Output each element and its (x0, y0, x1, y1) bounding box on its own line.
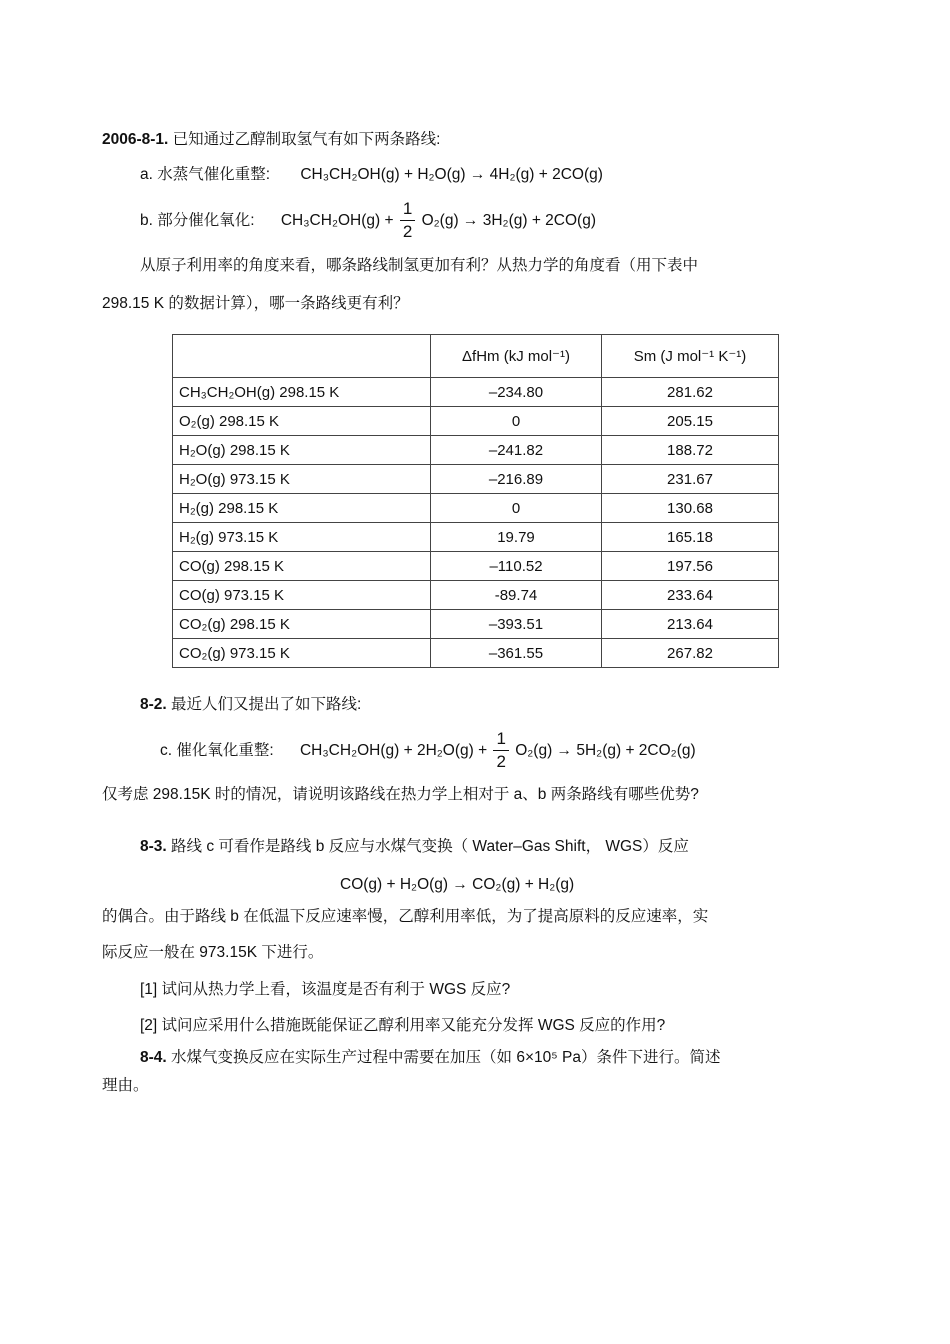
q2-question: 仅考虑 298.15K 时的情况，请说明该路线在热力学上相对于 a、b 两条路线有哪些优势? (102, 786, 699, 803)
route-b-fraction (400, 199, 415, 242)
route-a (140, 165, 603, 185)
entropy-cell: 188.72 (602, 436, 779, 465)
q3-text-line1: 的偶合。由于路线 b 在低温下反应速率慢，乙醇利用率低，为了提高原料的反应速率，实 (102, 908, 709, 925)
q4-text-line2: 理由。 (102, 1077, 149, 1094)
route-b-label: b. 部分催化氧化: (140, 212, 255, 229)
table-row (173, 436, 779, 465)
substance-cell: CO₂(g) 298.15 K (173, 610, 431, 639)
route-a-equation: CH₃CH₂OH(g) + H₂O(g) → 4H₂(g) + 2CO(g) (300, 166, 603, 183)
q3-number: 8-3. (140, 838, 167, 855)
entropy-cell: 267.82 (602, 639, 779, 668)
entropy-cell: 213.64 (602, 610, 779, 639)
entropy-cell: 231.67 (602, 465, 779, 494)
q4-heading (140, 1048, 720, 1068)
enthalpy-cell: –216.89 (431, 465, 602, 494)
q4-number: 8-4. (140, 1049, 167, 1066)
entropy-cell: 205.15 (602, 407, 779, 436)
fraction-numerator: 1 (402, 199, 413, 219)
enthalpy-cell: –361.55 (431, 639, 602, 668)
enthalpy-cell: 19.79 (431, 523, 602, 552)
table-row (173, 407, 779, 436)
substance-cell: O₂(g) 298.15 K (173, 407, 431, 436)
route-c (160, 728, 696, 774)
header-entropy: Sm (J mol⁻¹ K⁻¹) (602, 335, 779, 378)
route-b-equation-right: O₂(g) → 3H₂(g) + 2CO(g) (421, 212, 596, 229)
q1-heading (102, 130, 440, 150)
route-c-fraction (493, 729, 508, 772)
entropy-cell: 197.56 (602, 552, 779, 581)
q3-subquestion-2: [2] 试问应采用什么措施既能保证乙醇利用率又能充分发挥 WGS 反应的作用? (140, 1017, 666, 1034)
route-c-equation-left: CH₃CH₂OH(g) + 2H₂O(g) + (299, 742, 488, 759)
table-header-row (173, 335, 779, 378)
wgs-equation: CO(g) + H₂O(g) → CO₂(g) + H₂(g) (340, 876, 575, 893)
q3-heading (140, 837, 689, 857)
q2-intro: 最近人们又提出了如下路线: (171, 696, 362, 713)
route-a-label: a. 水蒸气催化重整: (140, 166, 271, 183)
q3-text-line2: 际反应一般在 973.15K 下进行。 (102, 944, 324, 961)
substance-cell: H₂(g) 973.15 K (173, 523, 431, 552)
substance-cell: H₂O(g) 973.15 K (173, 465, 431, 494)
table-row (173, 494, 779, 523)
table-row (173, 378, 779, 407)
q4-text-line1: 水煤气变换反应在实际生产过程中需要在加压（如 6×10⁵ Pa）条件下进行。简述 (171, 1049, 721, 1066)
q1-question-line1: 从原子利用率的角度来看，哪条路线制氢更加有利？从热力学的角度看（用下表中 (140, 257, 699, 274)
substance-cell: CO(g) 973.15 K (173, 581, 431, 610)
route-b (140, 198, 596, 244)
q2-heading (140, 695, 361, 715)
entropy-cell: 281.62 (602, 378, 779, 407)
header-enthalpy: ΔfHm (kJ mol⁻¹) (431, 335, 602, 378)
route-b-equation-left: CH₃CH₂OH(g) + (280, 212, 394, 229)
enthalpy-cell: 0 (431, 407, 602, 436)
enthalpy-cell: –110.52 (431, 552, 602, 581)
substance-cell: CO(g) 298.15 K (173, 552, 431, 581)
entropy-cell: 130.68 (602, 494, 779, 523)
header-substance (173, 335, 431, 378)
fraction-numerator: 1 (496, 729, 506, 749)
route-c-label: c. 催化氧化重整: (160, 742, 274, 759)
table-row (173, 639, 779, 668)
enthalpy-cell: -89.74 (431, 581, 602, 610)
fraction-denominator: 2 (493, 750, 508, 772)
enthalpy-cell: –393.51 (431, 610, 602, 639)
table-row (173, 610, 779, 639)
substance-cell: H₂(g) 298.15 K (173, 494, 431, 523)
table-row (173, 581, 779, 610)
substance-cell: H₂O(g) 298.15 K (173, 436, 431, 465)
enthalpy-cell: 0 (431, 494, 602, 523)
enthalpy-cell: –234.80 (431, 378, 602, 407)
table-row (173, 465, 779, 494)
q1-question-line2: 298.15 K 的数据计算），哪一条路线更有利？ (102, 295, 409, 312)
fraction-denominator: 2 (400, 220, 415, 242)
q2-number: 8-2. (140, 696, 167, 713)
substance-cell: CO₂(g) 973.15 K (173, 639, 431, 668)
q1-intro: 已知通过乙醇制取氢气有如下两条路线: (172, 131, 441, 148)
entropy-cell: 165.18 (602, 523, 779, 552)
table-row (173, 552, 779, 581)
substance-cell: CH₃CH₂OH(g) 298.15 K (173, 378, 431, 407)
thermo-data-table (172, 334, 779, 668)
enthalpy-cell: –241.82 (431, 436, 602, 465)
entropy-cell: 233.64 (602, 581, 779, 610)
q1-number: 2006-8-1. (102, 131, 169, 148)
q3-intro: 路线 c 可看作是路线 b 反应与水煤气变换（ Water–Gas Shift， WGS）反应 (171, 838, 689, 855)
q3-subquestion-1: [1] 试问从热力学上看，该温度是否有利于 WGS 反应? (140, 981, 511, 998)
table-row (173, 523, 779, 552)
route-c-equation-right: O₂(g) → 5H₂(g) + 2CO₂(g) (515, 742, 696, 759)
